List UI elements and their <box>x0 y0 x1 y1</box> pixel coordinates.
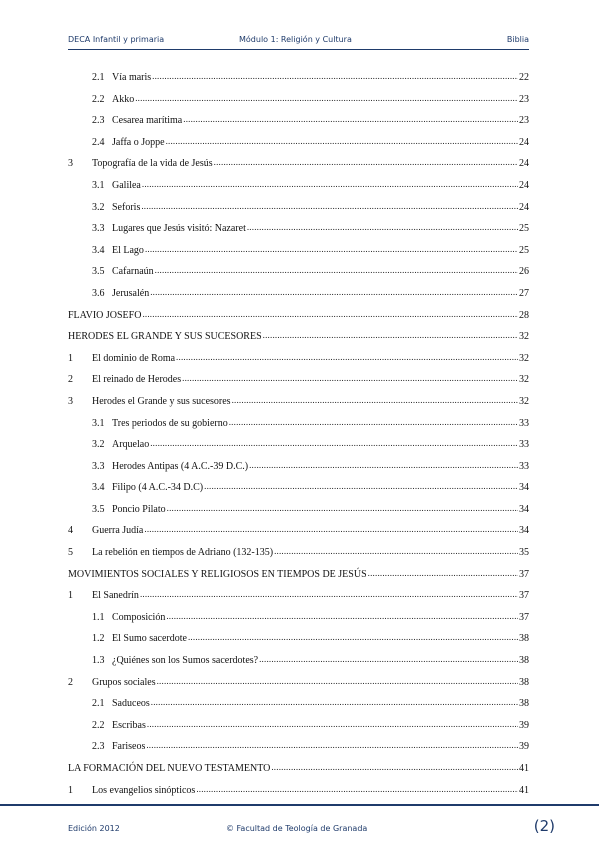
toc-entry-number: 3.1 <box>92 417 105 429</box>
toc-entry[interactable] <box>68 456 529 478</box>
header-course: DECA Infantil y primaria <box>68 35 165 44</box>
toc-dot-leader <box>176 347 518 369</box>
toc-entry-number: 5 <box>68 547 73 559</box>
toc-entry-title: Topografía de la vida de Jesús <box>92 158 213 170</box>
toc-entry[interactable] <box>68 542 529 564</box>
toc-entry-page: 41 <box>519 763 529 774</box>
toc-entry-page: 37 <box>519 611 529 623</box>
toc-entry-title: Composición <box>112 611 166 623</box>
toc-entry-title: Filipo (4 A.C.-34 D.C) <box>112 482 204 494</box>
toc-entry-page: 33 <box>519 439 529 451</box>
toc-entry-title: Arquelao <box>112 439 150 451</box>
toc-entry-title: Jaffa o Joppe <box>112 136 165 148</box>
toc-entry-number: 1.2 <box>92 633 105 645</box>
toc-entry[interactable] <box>68 434 529 456</box>
toc-entry-page: 39 <box>519 719 529 731</box>
toc-entry-page: 38 <box>519 655 529 667</box>
toc-entry-title: Galilea <box>112 179 141 191</box>
footer-edition: Edición 2012 <box>68 824 120 833</box>
toc-entry-page: 34 <box>519 503 529 515</box>
toc-entry-title: Herodes el Grande y sus sucesores <box>92 395 231 407</box>
toc-entry[interactable] <box>68 780 529 802</box>
toc-entry-number: 2.1 <box>92 698 105 710</box>
toc-entry-number: 3.5 <box>92 503 105 515</box>
toc-entry-page: 37 <box>519 590 529 602</box>
toc-entry[interactable] <box>68 564 529 586</box>
toc-entry[interactable] <box>68 413 529 435</box>
toc-dot-leader <box>229 412 518 434</box>
toc-entry-page: 32 <box>519 352 529 364</box>
toc-entry[interactable] <box>68 132 529 154</box>
toc-entry[interactable] <box>68 305 529 327</box>
toc-entry[interactable] <box>68 110 529 132</box>
toc-entry[interactable] <box>68 67 529 89</box>
toc-entry-page: 34 <box>519 525 529 537</box>
toc-entry-number: 3.3 <box>92 223 105 235</box>
toc-dot-leader <box>247 217 518 239</box>
toc-entry-number: 2.4 <box>92 136 105 148</box>
toc-dot-leader <box>232 390 518 412</box>
toc-entry-title: La rebelión en tiempos de Adriano (132-135) <box>92 547 274 559</box>
toc-entry[interactable] <box>68 628 529 650</box>
toc-entry[interactable] <box>68 477 529 499</box>
toc-entry-title: El Lago <box>112 244 144 256</box>
page-number: (2) <box>533 817 555 835</box>
toc-entry-page: 33 <box>519 460 529 472</box>
toc-entry-title: Vía maris <box>112 72 152 83</box>
toc-dot-leader <box>146 735 518 757</box>
toc-entry[interactable] <box>68 218 529 240</box>
toc-entry[interactable] <box>68 326 529 348</box>
toc-entry-title: Grupos sociales <box>92 676 156 688</box>
toc-entry-page: 22 <box>519 72 529 83</box>
toc-entry-page: 37 <box>519 568 529 580</box>
toc-entry[interactable] <box>68 693 529 715</box>
toc-entry-page: 32 <box>519 374 529 386</box>
toc-dot-leader <box>151 692 518 714</box>
toc-dot-leader <box>274 541 518 563</box>
toc-entry-page: 23 <box>519 93 529 105</box>
toc-entry-page: 24 <box>519 136 529 148</box>
toc-dot-leader <box>182 368 518 390</box>
header-module: Módulo 1: Religión y Cultura <box>239 35 352 44</box>
toc-entry-title: Seforis <box>112 201 141 213</box>
toc-entry-title: El dominio de Roma <box>92 352 176 364</box>
footer-divider <box>0 804 599 806</box>
toc-dot-leader <box>150 433 518 455</box>
toc-entry-title: HERODES EL GRANDE Y SUS SUCESORES <box>68 331 262 343</box>
toc-entry[interactable] <box>68 261 529 283</box>
toc-dot-leader <box>152 66 518 88</box>
toc-entry-title: LA FORMACIÓN DEL NUEVO TESTAMENTO <box>68 763 271 774</box>
toc-entry-number: 2 <box>68 676 73 688</box>
toc-entry[interactable] <box>68 391 529 413</box>
page-header <box>68 33 529 49</box>
toc-entry-number: 3.2 <box>92 439 105 451</box>
toc-dot-leader <box>142 174 518 196</box>
toc-entry-page: 38 <box>519 676 529 688</box>
toc-entry-title: FLAVIO JOSEFO <box>68 309 142 321</box>
toc-dot-leader <box>150 282 518 304</box>
toc-entry-page: 25 <box>519 244 529 256</box>
toc-entry-number: 3.6 <box>92 287 105 299</box>
toc-entry-title: Tres periodos de su gobierno <box>112 417 228 429</box>
toc-entry-number: 1 <box>68 352 73 364</box>
toc-dot-leader <box>259 649 518 671</box>
toc-entry-page: 32 <box>519 395 529 407</box>
toc-entry-title: El Sanedrín <box>92 590 139 602</box>
toc-entry[interactable] <box>68 153 529 175</box>
toc-dot-leader <box>167 498 518 520</box>
toc-dot-leader <box>271 757 518 779</box>
footer-copyright: © Facultad de Teología de Granada <box>226 824 368 833</box>
toc-entry-page: 41 <box>519 784 529 796</box>
toc-entry-number: 2.3 <box>92 741 105 753</box>
toc-entry-title: Akko <box>112 93 135 105</box>
toc-entry-title: Fariseos <box>112 741 146 753</box>
toc-entry-number: 1.1 <box>92 611 105 623</box>
toc-dot-leader <box>147 714 518 736</box>
toc-entry[interactable] <box>68 520 529 542</box>
toc-entry-title: Herodes Antipas (4 A.C.-39 D.C.) <box>112 460 249 472</box>
toc-entry-number: 3.1 <box>92 179 105 191</box>
toc-entry-number: 2.2 <box>92 93 105 105</box>
toc-entry-page: 34 <box>519 482 529 494</box>
toc-entry-number: 3.3 <box>92 460 105 472</box>
toc-dot-leader <box>142 304 518 326</box>
toc-entry[interactable] <box>68 585 529 607</box>
toc-entry-number: 3 <box>68 395 73 407</box>
toc-entry[interactable] <box>68 715 529 737</box>
toc-entry-number: 2.2 <box>92 719 105 731</box>
toc-dot-leader <box>214 152 518 174</box>
toc-dot-leader <box>196 779 518 801</box>
toc-entry-title: Lugares que Jesús visitó: Nazaret <box>112 223 246 235</box>
toc-entry-title: Escribas <box>112 719 146 731</box>
toc-dot-leader <box>204 476 518 498</box>
toc-entry-title: Cesarea marítima <box>112 115 183 127</box>
toc-dot-leader <box>140 584 518 606</box>
toc-entry-page: 28 <box>519 309 529 321</box>
toc-entry[interactable] <box>68 175 529 197</box>
toc-entry-page: 24 <box>519 201 529 213</box>
toc-entry[interactable] <box>68 499 529 521</box>
toc-entry-number: 3.2 <box>92 201 105 213</box>
toc-entry-page: 32 <box>519 331 529 343</box>
toc-entry-page: 23 <box>519 115 529 127</box>
toc-dot-leader <box>183 109 518 131</box>
table-of-contents <box>68 67 529 801</box>
toc-entry-title: Poncio Pilato <box>112 503 166 515</box>
toc-entry[interactable] <box>68 758 529 780</box>
toc-entry-page: 24 <box>519 158 529 170</box>
toc-entry-title: Saduceos <box>112 698 150 710</box>
toc-entry[interactable] <box>68 197 529 219</box>
toc-entry-number: 2 <box>68 374 73 386</box>
toc-entry-number: 3.5 <box>92 266 105 278</box>
toc-entry-page: 25 <box>519 223 529 235</box>
page-footer <box>68 816 559 838</box>
toc-entry[interactable] <box>68 672 529 694</box>
toc-entry-page: 27 <box>519 287 529 299</box>
toc-entry-title: Jerusalén <box>112 287 150 299</box>
toc-entry-number: 3.4 <box>92 482 105 494</box>
toc-dot-leader <box>368 563 518 585</box>
toc-entry[interactable] <box>68 650 529 672</box>
toc-entry[interactable] <box>68 736 529 758</box>
toc-entry-number: 3.4 <box>92 244 105 256</box>
toc-entry-page: 38 <box>519 698 529 710</box>
toc-entry-number: 1.3 <box>92 655 105 667</box>
toc-dot-leader <box>166 606 518 628</box>
toc-entry-title: Los evangelios sinópticos <box>92 784 196 796</box>
toc-dot-leader <box>157 671 518 693</box>
toc-dot-leader <box>188 627 518 649</box>
toc-entry-page: 35 <box>519 547 529 559</box>
toc-entry-number: 3 <box>68 158 73 170</box>
toc-entry-number: 2.1 <box>92 72 105 83</box>
toc-dot-leader <box>141 196 518 218</box>
toc-dot-leader <box>145 239 518 261</box>
toc-entry-page: 24 <box>519 179 529 191</box>
toc-entry[interactable] <box>68 348 529 370</box>
toc-entry-number: 1 <box>68 590 73 602</box>
toc-entry-title: Cafarnaún <box>112 266 154 278</box>
toc-entry-page: 39 <box>519 741 529 753</box>
header-subject: Biblia <box>506 35 529 44</box>
toc-entry-title: ¿Quiénes son los Sumos sacerdotes? <box>112 655 259 667</box>
toc-dot-leader <box>155 260 518 282</box>
toc-entry-page: 38 <box>519 633 529 645</box>
toc-entry-page: 33 <box>519 417 529 429</box>
toc-entry-title: MOVIMIENTOS SOCIALES Y RELIGIOSOS EN TIEMPOS DE JESÚS <box>68 568 367 580</box>
toc-entry-number: 1 <box>68 784 73 796</box>
toc-entry[interactable] <box>68 89 529 111</box>
toc-entry-page: 26 <box>519 266 529 278</box>
toc-dot-leader <box>144 519 518 541</box>
toc-entry-title: Guerra Judía <box>92 525 144 537</box>
toc-entry-title: El reinado de Herodes <box>92 374 182 386</box>
toc-entry[interactable] <box>68 607 529 629</box>
toc-dot-leader <box>135 88 518 110</box>
toc-entry[interactable] <box>68 240 529 262</box>
toc-entry-title: El Sumo sacerdote <box>112 633 187 645</box>
toc-entry-number: 2.3 <box>92 115 105 127</box>
header-divider <box>68 49 529 50</box>
toc-entry[interactable] <box>68 283 529 305</box>
toc-entry-number: 4 <box>68 525 73 537</box>
toc-entry[interactable] <box>68 369 529 391</box>
toc-dot-leader <box>249 455 518 477</box>
toc-dot-leader <box>263 325 518 347</box>
toc-dot-leader <box>166 131 518 153</box>
